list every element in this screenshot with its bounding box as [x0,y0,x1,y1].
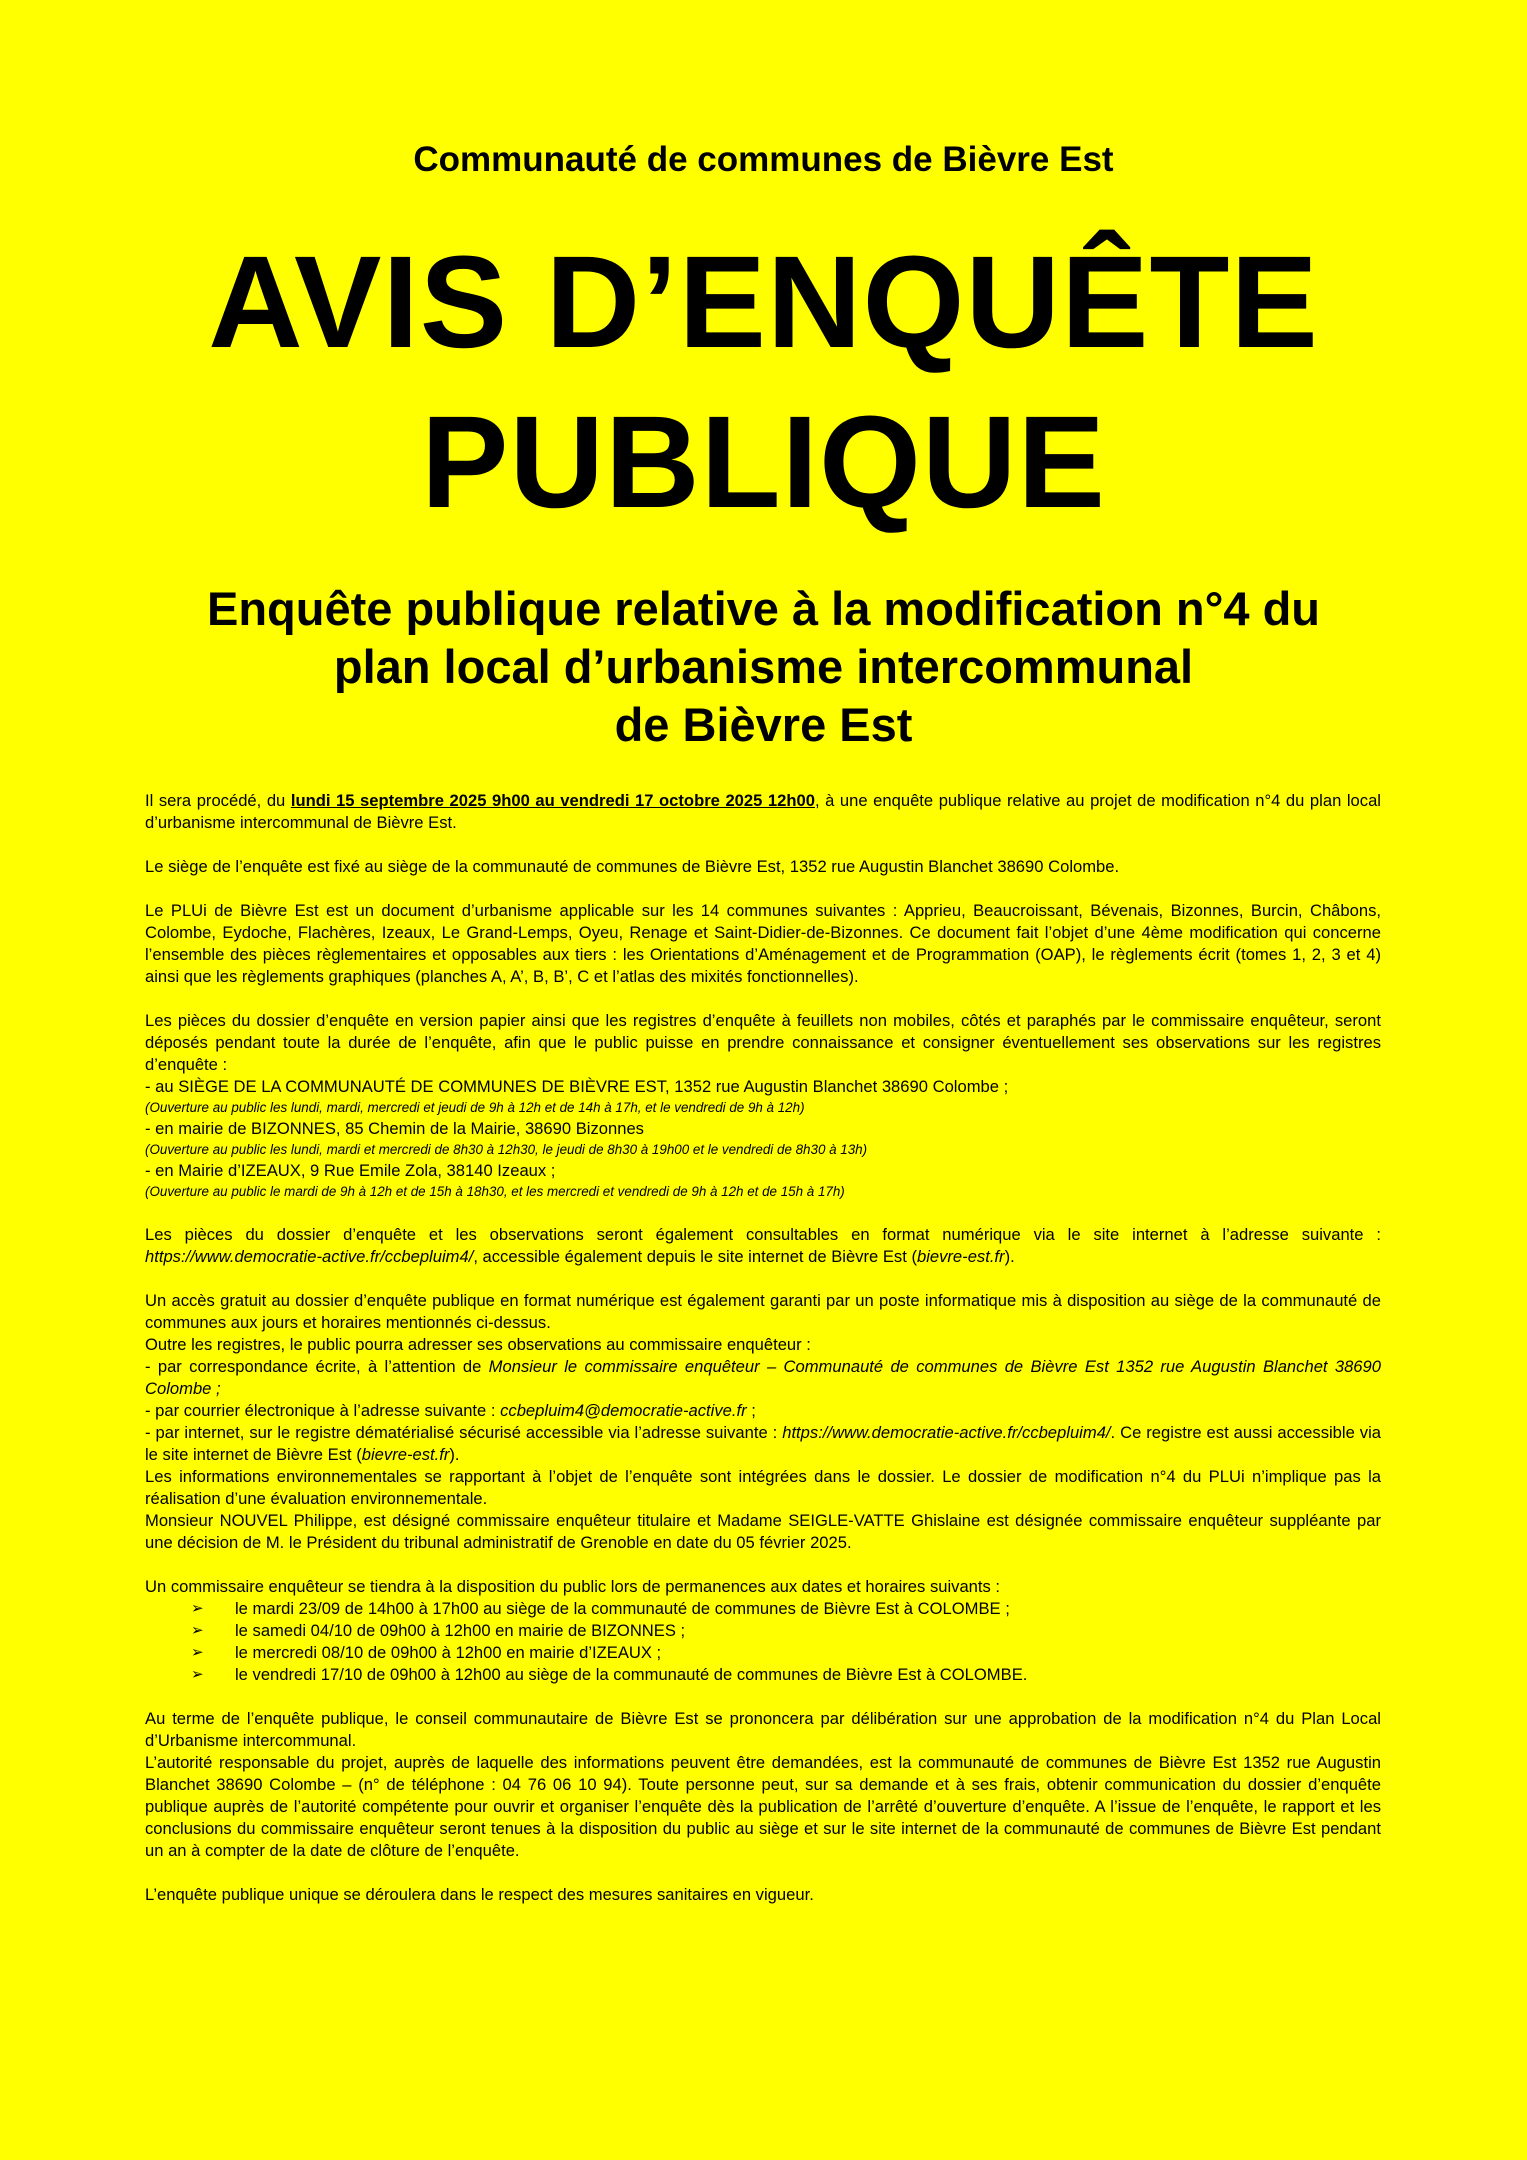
main-title-line-1: AVIS D’ENQUÊTE [208,228,1319,375]
subtitle-line-1: Enquête publique relative à la modification n°4 du [206,582,1320,635]
paragraph-seat: Le siège de l’enquête est fixé au siège de la communauté de communes de Bièvre Est, 1352 rue Augustin Blanchet 38690 Colombe. [145,857,1120,876]
paragraph-commissioner: Monsieur NOUVEL Philippe, est désigné commissaire enquêteur titulaire et Madame SEIGLE-VATTE Ghislaine est désignée commissaire enquêteur suppléante par une décision de M. le Président du tribunal administratif de Grenoble en date du 05 février 2025. [145,1511,1381,1552]
register-link[interactable]: https://www.democratie-active.fr/ccbepluim4/ [782,1423,1111,1442]
paragraph-free-access: Un accès gratuit au dossier d’enquête publique en format numérique est également garanti par un poste informatique mis à disposition au siège de la communauté de communes aux jours et horaires mentionnés ci-dessus. [145,1291,1381,1332]
paragraph-environment: Les informations environnementales se rapportant à l’objet de l’enquête sont intégrées dans le dossier. Le dossier de modification n°4 du PLUi n’implique pas la réalisation d’une évaluation environnementale. [145,1467,1381,1508]
paragraph-authority: L’autorité responsable du projet, auprès de laquelle des informations peuvent être demandées, est la communauté de communes de Bièvre Est 1352 rue Augustin Blanchet 38690 Colombe – (n° de téléphone : 04 76 06 10 94). Toute personne peut, sur sa demande et à ses frais, obtenir communication du dossier d’enquête publique auprès de l’autorité compétente pour ouvrir et organiser l’enquête dès la publication de l’arrêté d’ouverture d’enquête. A l’issue de l’enquête, le rapport et les conclusions du commissaire enquêteur seront tenues à la disposition du public au siège et sur le site internet de la communauté de communes de Bièvre Est pendant un an à compter de la date de clôture de l’enquête. [145,1753,1381,1860]
paragraph-approval: Au terme de l’enquête publique, le conseil communautaire de Bièvre Est se prononcera par délibération sur une approbation de la modification n°4 du Plan Local d’Urbanisme intercommunal. [145,1709,1381,1750]
list-item: ➢ le mardi 23/09 de 14h00 à 17h00 au siège de la communauté de communes de Bièvre Est à COLOMBE ; [191,1599,1010,1618]
main-title [0,222,1527,542]
permanences-list [145,1598,1381,1686]
list-item: ➢ le samedi 04/10 de 09h00 à 12h00 en mairie de BIZONNES ; [191,1621,686,1640]
location-siege-hours: (Ouverture au public les lundi, mardi, mercredi et jeudi de 9h à 12h et de 14h à 17h, et le vendredi de 9h à 12h) [145,1100,805,1115]
subtitle [0,580,1527,754]
website-link[interactable]: bievre-est.fr [916,1247,1005,1266]
paragraph-internet: - par internet, sur le registre dématérialisé sécurisé accessible via l’adresse suivante : https://www.democratie-active.fr/ccbepluim4/. Ce registre est aussi accessible via le site internet de Bièvre Est (bievre-est.fr). [145,1423,1381,1464]
paragraph-observations: Outre les registres, le public pourra adresser ses observations au commissaire enquêteur : [145,1335,811,1354]
arrow-bullet-icon: ➢ [191,1600,204,1617]
subtitle-line-2: plan local d’urbanisme intercommunal [333,640,1194,693]
postal-address: Monsieur le commissaire enquêteur – Communauté de communes de Bièvre Est 1352 rue Augustin Blanchet 38690 Colombe ; [145,1357,1381,1398]
location-izeaux: - en Mairie d’IZEAUX, 9 Rue Emile Zola, 38140 Izeaux ; [145,1161,556,1180]
paragraph-email: - par courrier électronique à l’adresse suivante : ccbepluim4@democratie-active.fr ; [145,1401,756,1420]
organization-header: Communauté de communes de Bièvre Est [413,140,1114,179]
paragraph-mail: - par correspondance écrite, à l’attention de Monsieur le commissaire enquêteur – Communauté de communes de Bièvre Est 1352 rue Augustin Blanchet 38690 Colombe ; [145,1357,1381,1398]
paragraph-sanitary: L’enquête publique unique se déroulera dans le respect des mesures sanitaires en vigueur. [145,1885,814,1904]
online-register-link[interactable]: https://www.democratie-active.fr/ccbepluim4/ [145,1247,474,1266]
main-title-line-2: PUBLIQUE [421,388,1106,535]
email-link[interactable]: ccbepluim4@democratie-active.fr [500,1401,747,1420]
arrow-bullet-icon: ➢ [191,1644,204,1661]
location-izeaux-hours: (Ouverture au public le mardi de 9h à 12h et de 15h à 18h30, et les mercredi et vendredi de 9h à 12h et de 15h à 17h) [145,1184,845,1199]
inquiry-dates: lundi 15 septembre 2025 9h00 au vendredi 17 octobre 2025 12h00 [290,791,815,810]
paragraph-online: Les pièces du dossier d’enquête et les observations seront également consultables en format numérique via le site internet à l’adresse suivante : https://www.democratie-active.fr/ccbepluim4/, accessible également depuis le site internet de Bièvre Est (bievre-est.fr). [145,1225,1381,1266]
subtitle-line-3: de Bièvre Est [614,698,913,751]
paragraph-documents: Les pièces du dossier d’enquête en version papier ainsi que les registres d’enquête à feuillets non mobiles, côtés et paraphés par le commissaire enquêteur, seront déposés pendant toute la durée de l’enquête, afin que le public puisse en prendre connaissance et consigner éventuellement ses observations sur les registres d’enquête : [145,1011,1381,1074]
location-bizonnes: - en mairie de BIZONNES, 85 Chemin de la Mairie, 38690 Bizonnes [145,1119,644,1138]
notice-body [145,790,1381,1906]
paragraph-dates: Il sera procédé, du lundi 15 septembre 2025 9h00 au vendredi 17 octobre 2025 12h00, à une enquête publique relative au projet de modification n°4 du plan local d’urbanisme intercommunal de Bièvre Est. [145,791,1381,832]
location-bizonnes-hours: (Ouverture au public les lundi, mardi et mercredi de 8h30 à 12h30, le jeudi de 8h30 à 19h00 et le vendredi de 8h30 à 13h) [145,1142,868,1157]
arrow-bullet-icon: ➢ [191,1622,204,1639]
list-item: ➢ le vendredi 17/10 de 09h00 à 12h00 au siège de la communauté de communes de Bièvre Est à COLOMBE. [191,1665,1028,1684]
location-siege: - au SIÈGE DE LA COMMUNAUTÉ DE COMMUNES DE BIÈVRE EST, 1352 rue Augustin Blanchet 38690 Colombe ; [145,1077,1009,1096]
arrow-bullet-icon: ➢ [191,1666,204,1683]
paragraph-permanences: Un commissaire enquêteur se tiendra à la disposition du public lors de permanences aux dates et horaires suivants : [145,1577,1001,1596]
website-link-2[interactable]: bievre-est.fr [361,1445,450,1464]
list-item: ➢ le mercredi 08/10 de 09h00 à 12h00 en mairie d’IZEAUX ; [191,1643,662,1662]
paragraph-plui: Le PLUi de Bièvre Est est un document d’urbanisme applicable sur les 14 communes suivantes : Apprieu, Beaucroissant, Bévenais, Bizonnes, Burcin, Châbons, Colombe, Eydoche, Flachères, Izeaux, Le Grand-Lemps, Oyeu, Renage et Saint-Didier-de-Bizonnes. Ce document fait l’objet d’une 4ème modification qui concerne l’ensemble des pièces règlementaires et opposables aux tiers : les Orientations d’Aménagement et de Programmation (OAP), le règlements écrit (tomes 1, 2, 3 et 4) ainsi que les règlements graphiques (planches A, A’, B, B’, C et l’atlas des mixités fonctionnelles). [145,901,1381,986]
